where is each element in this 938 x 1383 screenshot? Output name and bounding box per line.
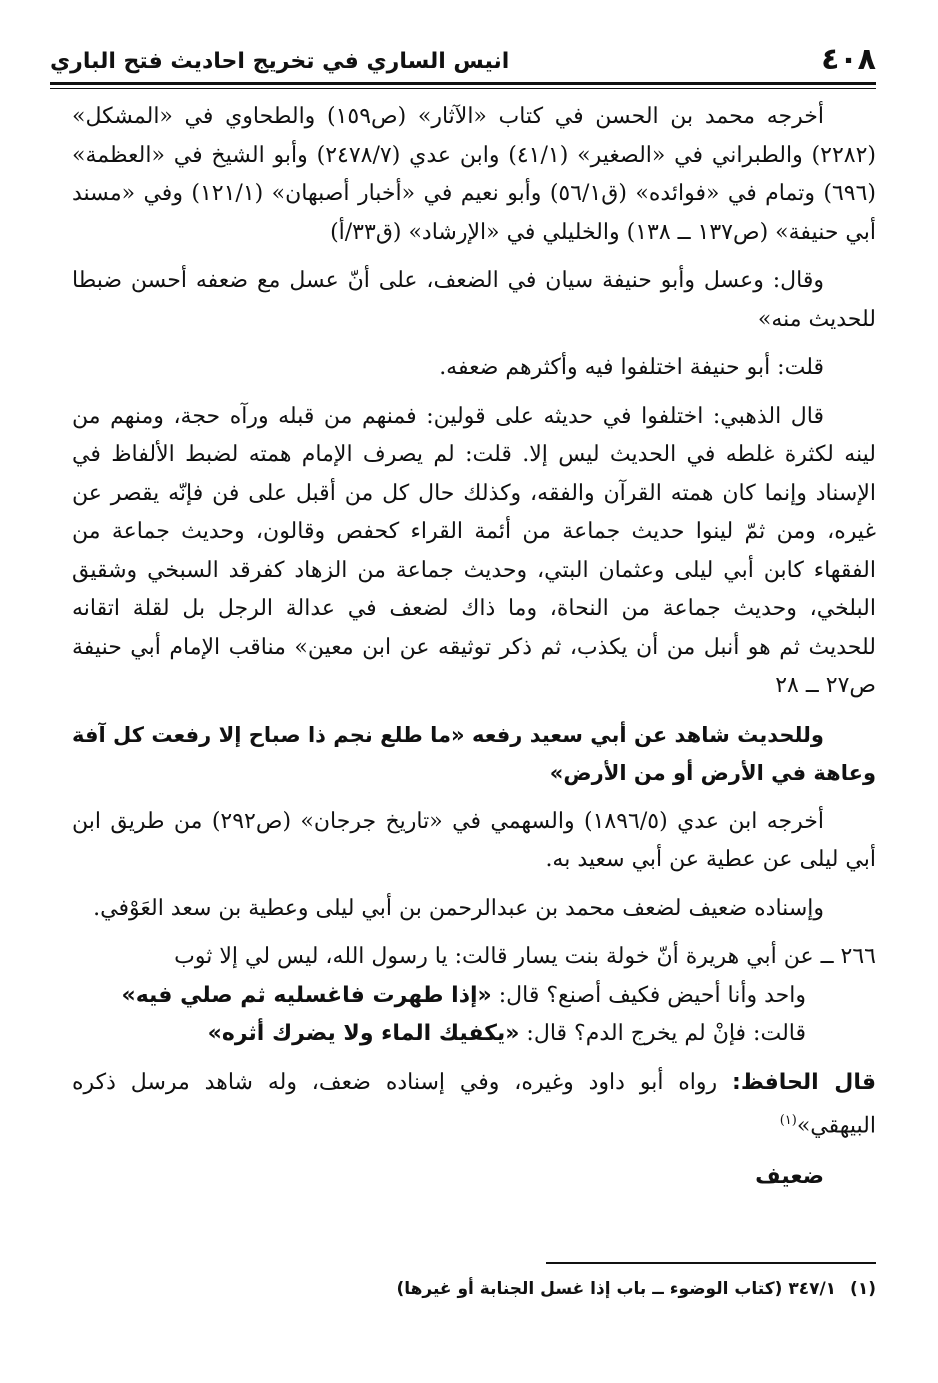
hadith-line-2 xyxy=(72,977,876,1016)
page-number: ٤٠٨ xyxy=(821,42,876,77)
footnote-number: (١) xyxy=(850,1279,876,1299)
footnote-text: ٣٤٧/١ (كتاب الوضوء ــ باب إذا غسل الجنابة أو غيرها) xyxy=(396,1279,837,1299)
hadith-line-3-text: قالت: فإنْ لم يخرج الدم؟ قال: xyxy=(519,1021,806,1046)
quote-paragraph: وقال: وعسل وأبو حنيفة سيان في الضعف، على أنّ عسل مع ضعفه أحسن ضبطا للحديث منه» xyxy=(72,268,876,332)
hafiz-paragraph xyxy=(72,1064,876,1146)
footnote-rule xyxy=(546,1262,876,1264)
hadith-quote-1: «إذا طهرت فاغسليه ثم صلي فيه» xyxy=(121,982,492,1008)
hafiz-text: رواه أبو داود وغيره، وفي إسناده ضعف، وله شاهد مرسل ذكره البيهقي» xyxy=(72,1069,876,1139)
footnote-reference[interactable]: (١) xyxy=(779,1113,797,1128)
comment-paragraph: قلت: أبو حنيفة اختلفوا فيه وأكثرهم ضعفه. xyxy=(439,355,824,380)
footnote xyxy=(72,1274,876,1304)
hadith-grade: ضعيف xyxy=(755,1163,824,1189)
hadith-line-1: ٢٦٦ ــ عن أبي هريرة أنّ خولة بنت يسار قالت: يا رسول الله، ليس لي إلا ثوب xyxy=(174,944,876,969)
isnad-paragraph: وإسناده ضعيف لضعف محمد بن عبدالرحمن بن أبي ليلى وعطية بن سعد العَوْفي. xyxy=(93,895,824,921)
hadith-quote-2: «يكفيك الماء ولا يضرك أثره» xyxy=(207,1021,520,1046)
takhrij-paragraph: أخرجه محمد بن الحسن في كتاب «الآثار» (ص١٥٩) والطحاوي في «المشكل» (٢٢٨٢) والطبراني في «الصغير» (٤١/١) وابن عدي (٢٤٧٨/٧) وأبو الشيخ في «العظمة» (٦٩٦) وتمام في «فوائده» (ق٥٦/١) وأبو نعيم في «أخبار أصبهان» (١٢١/١) وفي «مسند أبي حنيفة» (ص١٣٧ ــ ١٣٨) والخليلي في «الإرشاد» (ق٣٣/أ) xyxy=(72,104,876,245)
hadith-266 xyxy=(72,938,876,1054)
hadith-line-3 xyxy=(72,1015,876,1054)
witness-paragraph: وللحديث شاهد عن أبي سعيد رفعه «ما طلع نجم ذا صباح إلا رفعت كل آفة وعاهة في الأرض أو من الأرض» xyxy=(72,722,876,785)
page-body xyxy=(72,98,876,1196)
page-header xyxy=(50,38,876,78)
book-title: انيس الساري في تخريج احاديث فتح الباري xyxy=(50,49,510,74)
dhahabi-paragraph: قال الذهبي: اختلفوا في حديثه على قولين: فمنهم من قبله ورآه حجة، ومنهم من لينه لكثرة غلطه في الحديث ليس إلا. قلت: لم يصرف الإمام همته لضبط الألفاظ في الإسناد وإنما كان همته القرآن والفقه، وكذلك حال كل من أقبل على فن فإنّه يقصر عن غيره، ومن ثمّ لينوا حديث جماعة من أئمة القراء كحفص وقالون، وحديث جماعة من الفقهاء كابن أبي ليلى وعثمان البتي، وحديث جماعة من الزهاد كفرقد السبخي وشقيق البلخي، وحديث جماعة من النحاة، وما ذاك لضعف في عدالة الرجل بل لقلة اتقانه للحديث ثم هو أنبل من أن يكذب، ثم ذكر توثيقه عن ابن معين» مناقب الإمام أبي حنيفة ص٢٧ ــ ٢٨ xyxy=(72,403,876,698)
hadith-line-2-text: واحد وأنا أحيض فكيف أصنع؟ قال: xyxy=(491,982,806,1008)
hafiz-label: قال الحافظ: xyxy=(732,1069,877,1095)
header-rule xyxy=(50,82,876,89)
witness-takhrij-paragraph: أخرجه ابن عدي (١٨٩٦/٥) والسهمي في «تاريخ جرجان» (ص٢٩٢) من طريق ابن أبي ليلى عن عطية عن أبي سعيد به. xyxy=(72,808,876,872)
